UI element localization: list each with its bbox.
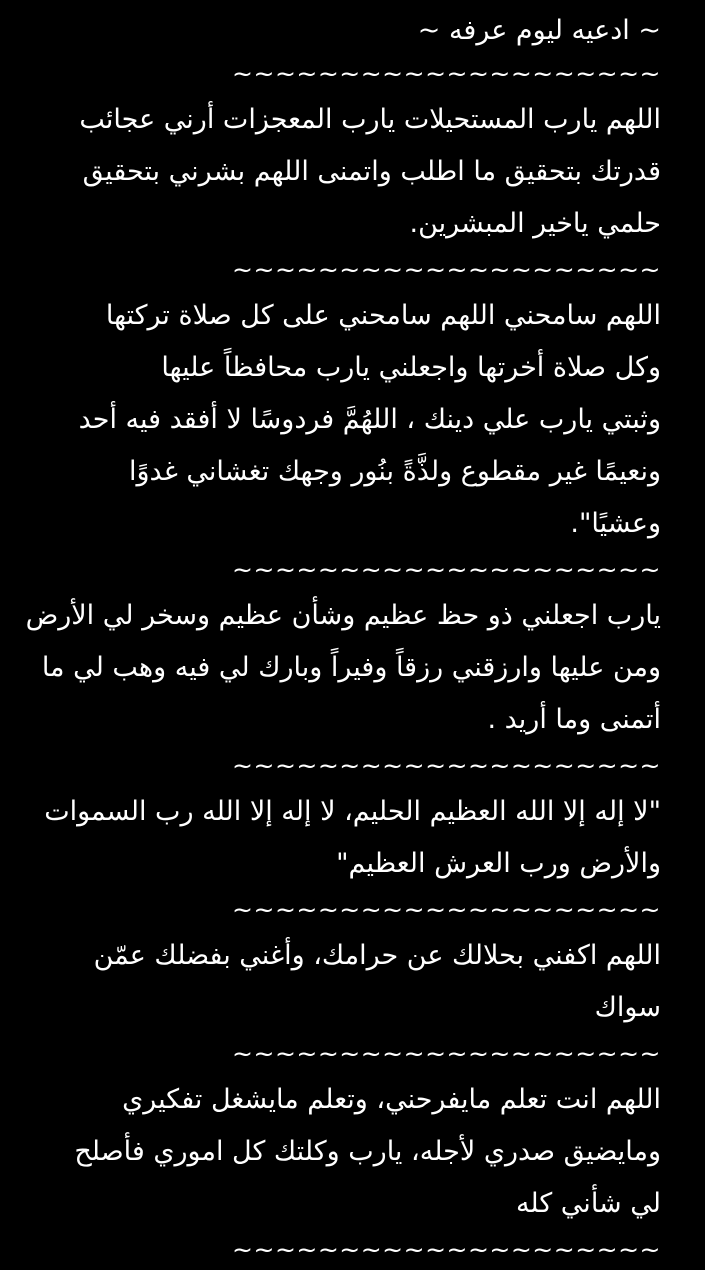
separator: ~~~~~~~~~~~~~~~~~~~~	[232, 59, 661, 88]
note-title: ~ ادعيه ليوم عرفه ~	[417, 15, 661, 46]
text-line: "لا إله إلا الله العظيم الحليم، لا إله إلا الله رب السموات	[44, 796, 661, 827]
dua-paragraph-2	[40, 290, 661, 550]
separator: ~~~~~~~~~~~~~~~~~~~~	[232, 751, 661, 780]
text-line: ومايضيق صدري لأجله، يارب وكلتك كل اموري فأصلح	[74, 1136, 661, 1167]
separator: ~~~~~~~~~~~~~~~~~~~~	[232, 255, 661, 284]
text-line: حلمي ياخير المبشرين.	[409, 208, 661, 239]
dua-paragraph-3	[25, 590, 661, 746]
text-line: لي شأني كله	[515, 1188, 661, 1219]
text-line: قدرتك بتحقيق ما اطلب واتمنى اللهم بشرني بتحقيق	[82, 156, 661, 187]
text-line: أتمنى وما أريد .	[487, 704, 661, 735]
dua-paragraph-4	[40, 786, 661, 890]
text-line: وكل صلاة أخرتها واجعلني يارب محافظاً عليها	[161, 352, 661, 383]
text-line: ونعيمًا غير مقطوع ولذَّةً بنُور وجهك تغشاني غدوًا	[129, 456, 661, 487]
text-line: وثبتي يارب علي دينك ، اللهُمَّ فردوسًا لا أفقد فيه أحد	[78, 404, 661, 435]
separator: ~~~~~~~~~~~~~~~~~~~~	[232, 1039, 661, 1068]
dua-paragraph-5	[40, 930, 661, 1034]
text-line: والأرض ورب العرش العظيم"	[336, 848, 661, 879]
text-line: ومن عليها وارزقني رزقاً وفيراً وبارك لي فيه وهب لي ما	[41, 652, 661, 683]
text-line: سواك	[594, 992, 661, 1023]
text-line: وعشيًا".	[570, 508, 661, 539]
separator: ~~~~~~~~~~~~~~~~~~~~	[232, 555, 661, 584]
text-line: اللهم اكفني بحلالك عن حرامك، وأغني بفضلك عمّن	[93, 940, 661, 971]
separator: ~~~~~~~~~~~~~~~~~~~~	[232, 895, 661, 924]
dua-paragraph-6	[40, 1074, 661, 1230]
text-line: اللهم سامحني اللهم سامحني على كل صلاة تركتها	[105, 300, 661, 331]
text-line: اللهم يارب المستحيلات يارب المعجزات أرني عجائب	[79, 104, 661, 135]
dua-paragraph-1	[40, 94, 661, 250]
text-line: يارب اجعلني ذو حظ عظيم وشأن عظيم وسخر لي الأرض	[25, 600, 661, 631]
text-line: اللهم انت تعلم مايفرحني، وتعلم مايشغل تفكيري	[122, 1084, 661, 1115]
separator: ~~~~~~~~~~~~~~~~~~~~	[232, 1235, 661, 1264]
